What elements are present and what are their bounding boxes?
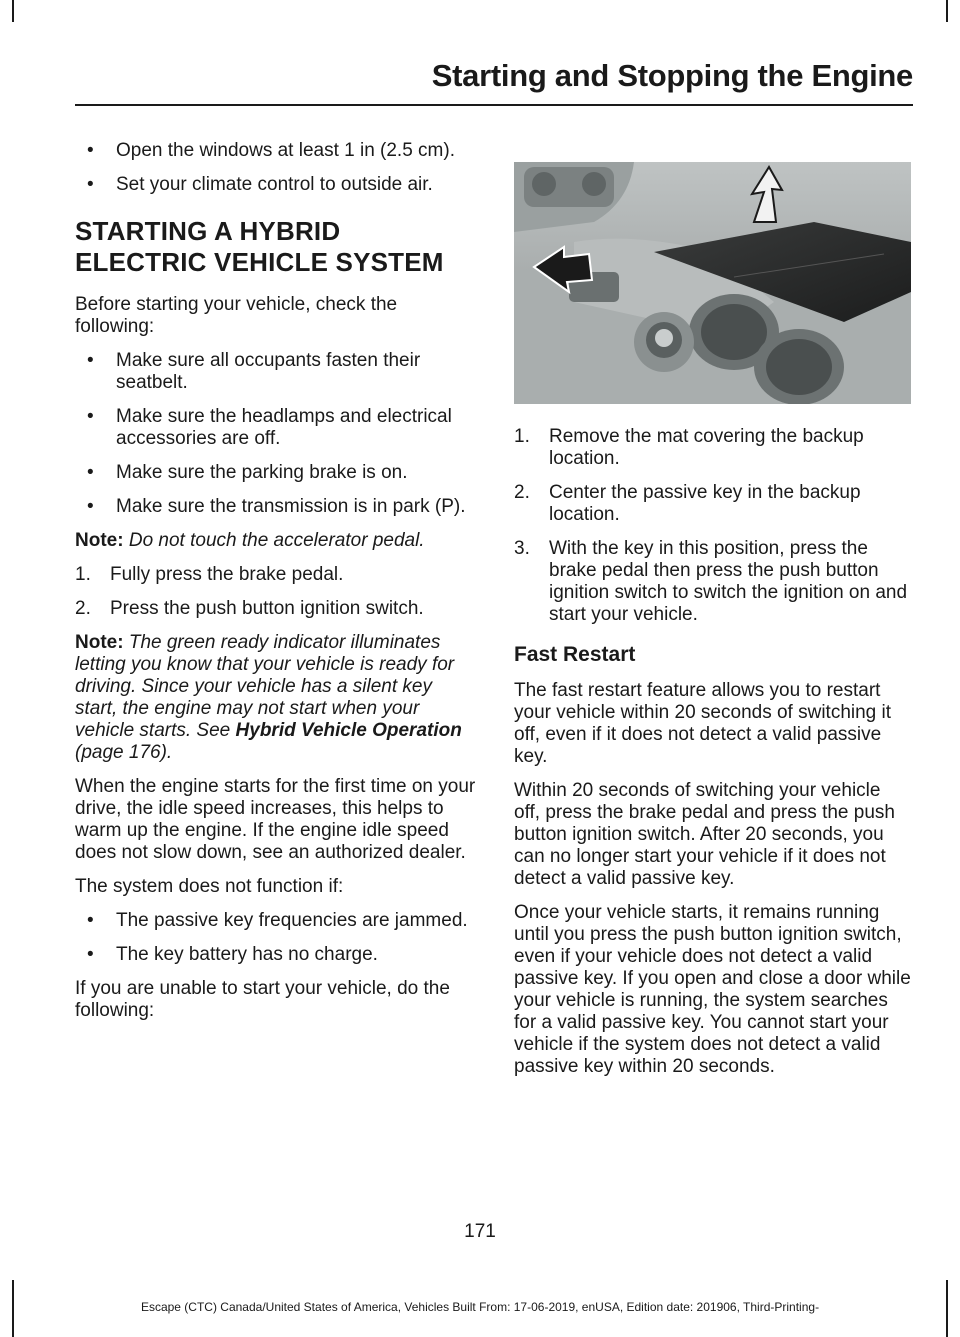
- fast-restart-paragraph: Within 20 seconds of switching your vehicle off, press the brake pedal and press the push button ignition switch. After 20 seconds, you can no longer start your vehicle if it does not detect a valid passive key.: [514, 780, 895, 889]
- check-intro: Before starting your vehicle, check the following:: [75, 294, 398, 337]
- list-item: • The passive key frequencies are jammed.: [87, 910, 468, 931]
- section-heading: STARTING A HYBRID ELECTRIC VEHICLE SYSTEM: [75, 216, 444, 277]
- note-ready-indicator: Note: The green ready indicator illuminates letting you know that your vehicle is ready for driving. Since your vehicle has a silent key start, the engine may not start when your vehicle starts. See Hybrid Vehicle Operation (page 176).: [75, 632, 462, 763]
- backup-location-illustration: [514, 162, 911, 404]
- step-item: 2. Press the push button ignition switch.: [75, 598, 424, 619]
- list-item: • Set your climate control to outside air.: [87, 174, 433, 195]
- list-item: • Make sure the transmission is in park (P).: [87, 496, 466, 517]
- page-number: 171: [464, 1221, 496, 1242]
- backup-steps: [514, 426, 911, 626]
- step-item: 1. Remove the mat covering the backup location.: [514, 426, 864, 469]
- hybrid-operation-link[interactable]: Hybrid Vehicle Operation: [235, 720, 462, 741]
- system-fail-list: [75, 910, 477, 966]
- fast-restart-paragraph: Once your vehicle starts, it remains running until you press the push button ignition switch, even if your vehicle does not detect a valid passive key. If you open and close a door while your vehicle is running, the system searches for a valid passive key. You cannot start your vehicle if the system does not detect a valid passive key within 20 seconds.: [514, 902, 911, 1077]
- fast-restart-paragraph: The fast restart feature allows you to restart your vehicle within 20 seconds of switching it off, even if it does not detect a valid passive key.: [514, 680, 892, 767]
- footer-text: Escape (CTC) Canada/United States of America, Vehicles Built From: 17-06-2019, enUSA, Edition date: 201906, Third-Printing-: [140, 1300, 820, 1314]
- console-illustration: [514, 162, 911, 404]
- header-rule: [75, 104, 913, 106]
- list-item: • Open the windows at least 1 in (2.5 cm).: [87, 140, 455, 161]
- list-item: • The key battery has no charge.: [87, 944, 378, 965]
- note-accelerator: Note: Do not touch the accelerator pedal.: [75, 530, 425, 551]
- right-column: [514, 140, 911, 1090]
- unable-paragraph: If you are unable to start your vehicle, do the following:: [75, 978, 450, 1021]
- list-item: • Make sure the parking brake is on.: [87, 462, 408, 483]
- fast-restart-heading: Fast Restart: [514, 643, 636, 666]
- system-paragraph: The system does not function if:: [75, 876, 344, 897]
- page-title: Starting and Stopping the Engine: [431, 58, 913, 93]
- step-item: 1. Fully press the brake pedal.: [75, 564, 344, 585]
- crop-mark-top-left: [12, 0, 14, 22]
- step-item: 2. Center the passive key in the backup location.: [514, 482, 861, 525]
- start-steps: [75, 564, 477, 620]
- idle-speed-paragraph: When the engine starts for the first time on your drive, the idle speed increases, this helps to warm up the engine. If the engine idle speed does not slow down, see an authorized dealer.: [75, 776, 476, 863]
- step-item: 3. With the key in this position, press the brake pedal then press the push button ignition switch to switch the ignition on and start your vehicle.: [514, 538, 908, 625]
- pre-start-checklist: [75, 350, 477, 518]
- ventilation-list: [75, 140, 477, 196]
- list-item: • Make sure the headlamps and electrical accessories are off.: [87, 406, 452, 449]
- crop-mark-top-right: [946, 0, 948, 22]
- list-item: • Make sure all occupants fasten their seatbelt.: [87, 350, 421, 393]
- left-column: [75, 140, 477, 1034]
